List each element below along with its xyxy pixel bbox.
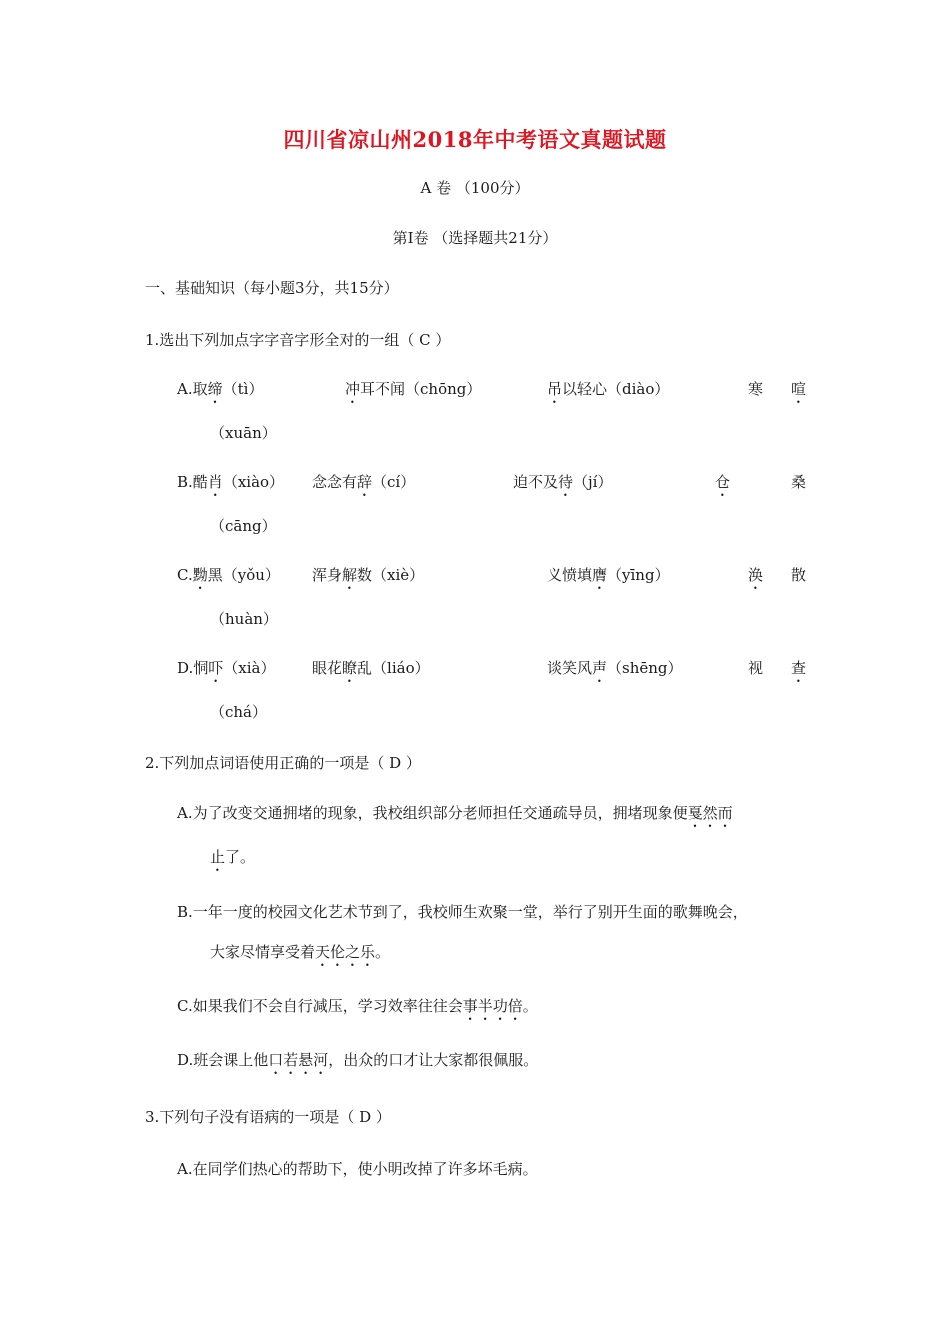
- plain-text: （cí）: [372, 473, 416, 491]
- plain-text: 了。: [225, 848, 256, 866]
- q1-option-a-item1: [177, 379, 263, 407]
- option-label: D.: [177, 659, 194, 677]
- dotted-char: 待: [558, 473, 574, 491]
- option-label: C.: [177, 566, 193, 584]
- q2-option-c: [177, 996, 538, 1024]
- q1-option-d-continuation: （chá）: [210, 703, 268, 721]
- q2-option-b-line1: B.一年一度的校园文化艺术节到了，我校师生欢聚一堂，举行了别开生面的歌舞晚会，: [177, 903, 748, 921]
- q2-option-a-line1: [177, 803, 733, 831]
- plain-text: A.为了改变交通拥堵的现象，我校组织部分老师担任交通疏导员，拥堵现象便: [177, 804, 688, 822]
- dotted-char: 吊: [547, 380, 563, 398]
- q1-option-c-item1: [177, 565, 280, 593]
- dotted-phrase: 天伦之乐: [315, 943, 376, 961]
- q1-option-a-item3: [547, 379, 669, 407]
- plain-text: 恫: [193, 659, 209, 677]
- dotted-phrase: 戛然而: [687, 804, 733, 822]
- plain-text: 黑（yǒu）: [207, 566, 280, 584]
- plain-text: 眼花: [312, 659, 343, 677]
- q1-option-d-item2: [312, 658, 430, 686]
- plain-text: 谈笑风: [547, 659, 593, 677]
- option-label: B.: [177, 473, 193, 491]
- section-one-heading: 一、基础知识（每小题3分，共15分）: [145, 279, 399, 297]
- q2-option-a-line2: [210, 847, 255, 875]
- q1-option-c-item4-second: 散: [791, 566, 807, 584]
- q1-option-c-item2: [312, 565, 424, 593]
- plain-text: 取: [192, 380, 208, 398]
- q1-option-a-continuation: （xuān）: [210, 424, 277, 442]
- option-label: A.: [177, 380, 193, 398]
- q1-option-b-item4-second: 桑: [791, 473, 807, 491]
- dotted-char: 声: [592, 659, 608, 677]
- q1-option-c-continuation: （huàn）: [210, 610, 278, 628]
- plain-text: 义愤填: [547, 566, 593, 584]
- q1-option-c-item3: [547, 565, 670, 593]
- dotted-char: 吓: [208, 659, 224, 677]
- plain-text: ，出众的口才让大家都很佩服。: [328, 1051, 539, 1069]
- plain-text: （yīng）: [607, 566, 670, 584]
- plain-text: 酷: [192, 473, 208, 491]
- plain-text: D.班会课上他: [177, 1051, 269, 1069]
- dotted-phrase: 事半功倍: [462, 997, 523, 1015]
- q1-option-d-item4-second: 查: [791, 659, 807, 677]
- plain-text: （xià）: [223, 659, 276, 677]
- volume-a-heading: A 卷 （100分）: [420, 179, 530, 197]
- question-1-stem: 1.选出下列加点字字音字形全对的一组（ C ）: [145, 331, 451, 349]
- plain-text: 乱（liáo）: [357, 659, 430, 677]
- part-one-heading: 第Ⅰ卷 （选择题共21分）: [392, 229, 558, 247]
- q1-option-b-item3: [513, 472, 612, 500]
- dotted-char: 冲: [345, 380, 361, 398]
- q1-option-b-item1: [177, 472, 284, 500]
- q1-option-b-item2: [312, 472, 415, 500]
- dotted-char: 肖: [207, 473, 223, 491]
- dotted-char: 瞭: [342, 659, 358, 677]
- question-2-stem: 2.下列加点词语使用正确的一项是（ D ）: [145, 754, 421, 772]
- q1-option-b-continuation: （cāng）: [210, 517, 277, 535]
- plain-text: 。: [522, 997, 538, 1015]
- q1-option-c-item4-first: 涣: [748, 566, 764, 584]
- dotted-phrase: 口若悬河: [268, 1051, 329, 1069]
- plain-text: 大家尽情享受着: [210, 943, 316, 961]
- dotted-char: 解: [342, 566, 358, 584]
- q1-option-a-item2: [345, 379, 481, 407]
- plain-text: 以轻心（diào）: [562, 380, 670, 398]
- q1-option-d-item1: [177, 658, 276, 686]
- q2-option-d: [177, 1050, 538, 1078]
- plain-text: C.如果我们不会自行减压，学习效率往往会: [177, 997, 463, 1015]
- plain-text: （xiào）: [222, 473, 285, 491]
- plain-text: 。: [375, 943, 391, 961]
- q1-option-b-item4-first: 仓: [715, 473, 731, 491]
- q1-option-a-item4-second: 喧: [791, 380, 807, 398]
- q2-option-b-line2: [210, 942, 390, 970]
- plain-text: 耳不闻（chōng）: [360, 380, 482, 398]
- plain-text: （tì）: [222, 380, 264, 398]
- dotted-phrase: 止: [210, 848, 226, 866]
- plain-text: （jí）: [573, 473, 613, 491]
- dotted-char: 膺: [592, 566, 608, 584]
- plain-text: 念念有: [312, 473, 358, 491]
- plain-text: 浑身: [312, 566, 343, 584]
- dotted-char: 辞: [357, 473, 373, 491]
- dotted-char: 黝: [192, 566, 208, 584]
- plain-text: （shēng）: [607, 659, 683, 677]
- dotted-char: 缔: [207, 380, 223, 398]
- plain-text: 迫不及: [513, 473, 559, 491]
- document-title: 四川省凉山州2018年中考语文真题试题: [283, 127, 667, 152]
- q3-option-a: A.在同学们热心的帮助下，使小明改掉了许多坏毛病。: [177, 1160, 538, 1178]
- q1-option-d-item4-first: 视: [748, 659, 764, 677]
- plain-text: 数（xiè）: [357, 566, 425, 584]
- q1-option-a-item4-first: 寒: [748, 380, 764, 398]
- question-3-stem: 3.下列句子没有语病的一项是（ D ）: [145, 1108, 391, 1126]
- q1-option-d-item3: [547, 658, 683, 686]
